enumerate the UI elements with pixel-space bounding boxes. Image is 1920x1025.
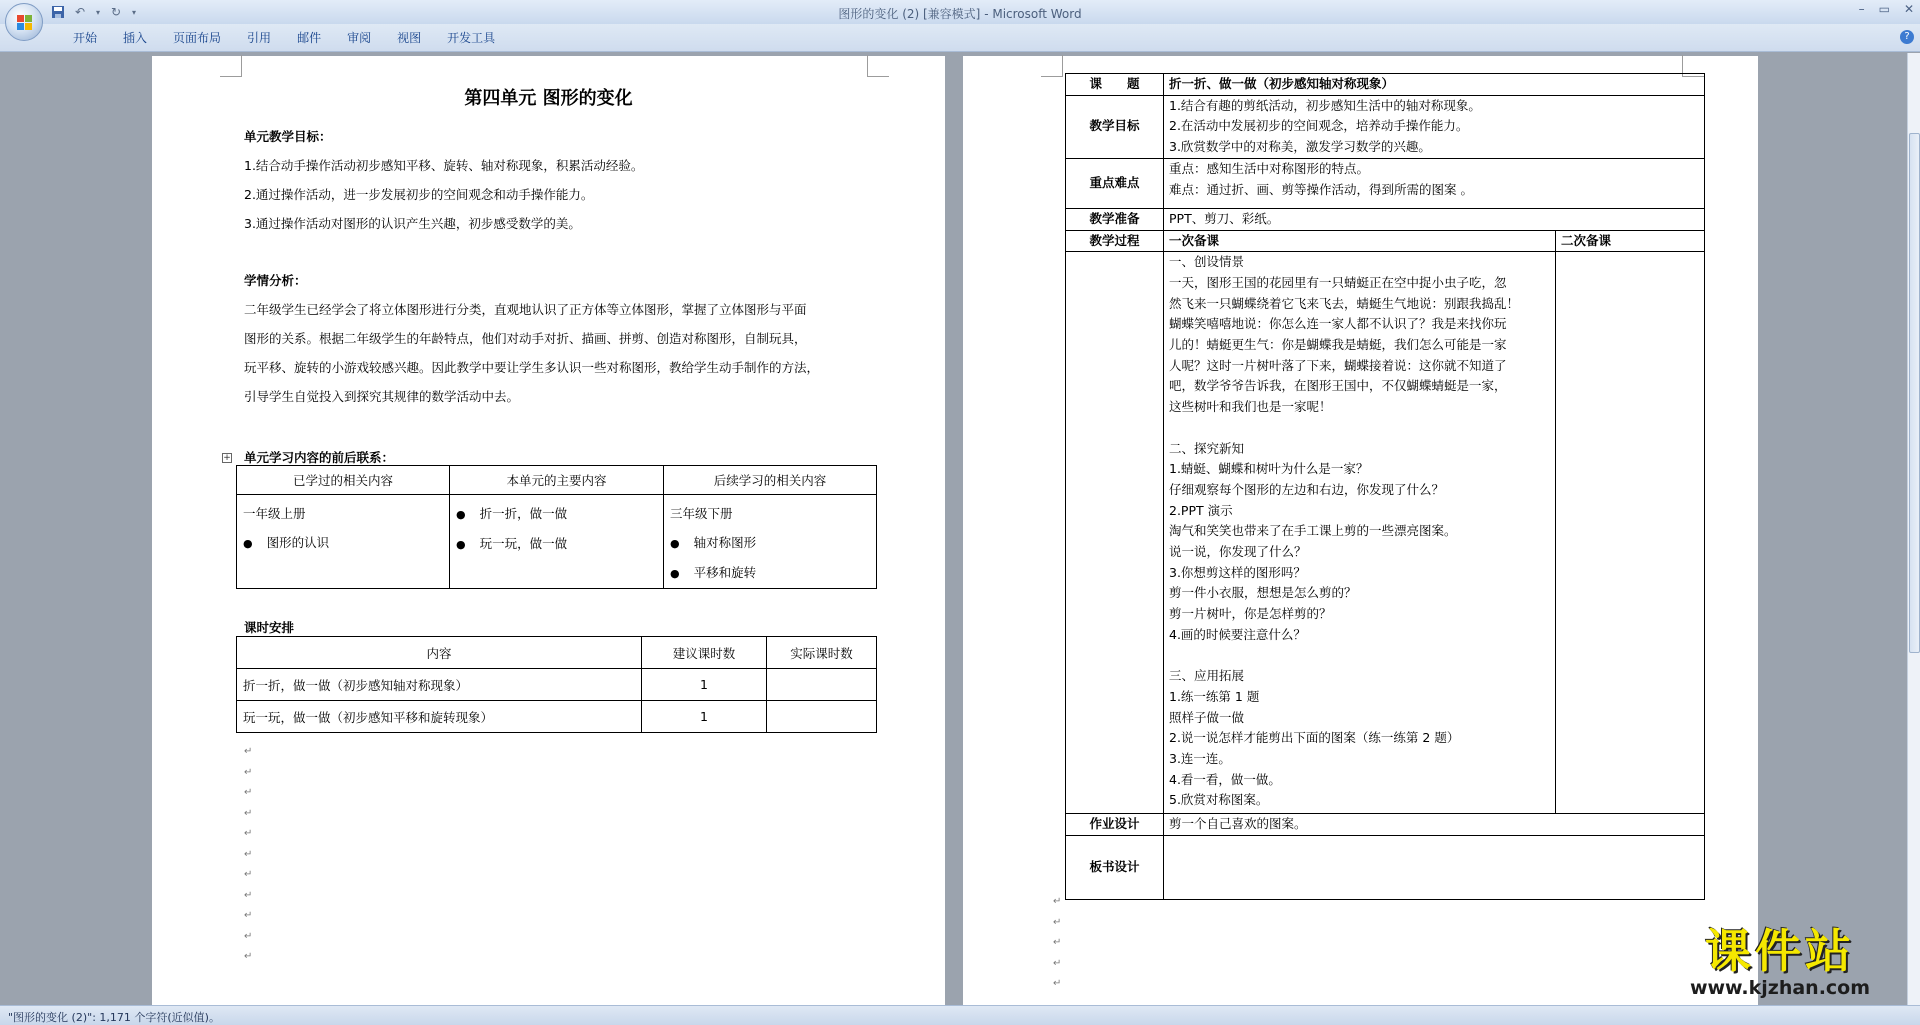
tab-home[interactable]: 开始 bbox=[73, 31, 98, 45]
schedule-table bbox=[236, 636, 877, 733]
office-logo-icon bbox=[17, 15, 33, 31]
table-cell: 1 bbox=[642, 701, 767, 733]
process-content bbox=[1164, 252, 1556, 814]
paragraph-mark: ↵ bbox=[1053, 916, 1062, 928]
table-cell bbox=[1164, 835, 1705, 899]
paragraph-mark: ↵ bbox=[244, 807, 253, 819]
table-cell bbox=[237, 495, 450, 589]
process-line: 吧，数学爷爷告诉我，在图形王国中，不仅蝴蝶蜻蜓是一家， bbox=[1169, 378, 1507, 394]
process-line: 剪一片树叶，你是怎样剪的？ bbox=[1169, 606, 1332, 622]
analysis-heading: 学情分析： bbox=[244, 273, 307, 288]
key-line: 重点：感知生活中对称图形的特点。 bbox=[1169, 160, 1370, 176]
table-cell bbox=[1164, 158, 1705, 208]
first-prep-header: 一次备课 bbox=[1164, 230, 1556, 252]
tab-mailings[interactable]: 邮件 bbox=[297, 31, 322, 45]
table-row bbox=[1066, 814, 1705, 836]
table-row bbox=[1066, 252, 1705, 814]
key-label: 重点难点 bbox=[1066, 158, 1164, 208]
table-header: 实际课时数 bbox=[767, 637, 877, 669]
chevron-down-icon[interactable]: ▾ bbox=[95, 7, 100, 17]
goal-line: 2.在活动中发展初步的空间观念，培养动手操作能力。 bbox=[1169, 118, 1469, 134]
key-line: 难点：通过折、画、剪等操作活动，得到所需的图案 。 bbox=[1169, 181, 1473, 197]
unit-title: 第四单元 图形的变化 bbox=[464, 88, 633, 109]
table-cell: 折一折，做一做（初步感知轴对称现象） bbox=[237, 669, 642, 701]
list-item: ● 轴对称图形 bbox=[670, 528, 870, 558]
list-item: ● 玩一玩，做一做 bbox=[456, 529, 657, 559]
analysis-line: 玩平移、旋转的小游戏较感兴趣。因此教学中要让学生多认识一些对称图形，教给学生动手制作的方法， bbox=[244, 360, 820, 375]
status-bar bbox=[0, 1005, 1920, 1025]
window-controls bbox=[1859, 2, 1914, 16]
paragraph-mark: ↵ bbox=[1053, 896, 1062, 907]
table-row bbox=[1066, 230, 1705, 252]
process-line: 4.看一看，做一做。 bbox=[1169, 771, 1281, 787]
window-title: 图形的变化 (2) [兼容模式] - Microsoft Word bbox=[838, 7, 1082, 21]
homework-value: 剪一个自己喜欢的图案。 bbox=[1164, 814, 1705, 836]
process-line: 这些树叶和我们也是一家呢！ bbox=[1169, 399, 1332, 415]
app-name: Microsoft Word bbox=[992, 7, 1082, 21]
process-line: 淘气和笑笑也带来了在手工课上剪的一些漂亮图案。 bbox=[1169, 523, 1457, 539]
document-title: 图形的变化 (2) [兼容模式] bbox=[838, 7, 981, 21]
goal-line: 3.欣赏数学中的对称美，激发学习数学的兴趣。 bbox=[1169, 139, 1431, 155]
page-1[interactable] bbox=[152, 56, 945, 1005]
scrollbar-thumb[interactable] bbox=[1909, 133, 1920, 653]
goal-line: 1.结合动手操作活动初步感知平移、旋转、轴对称现象，积累活动经验。 bbox=[244, 158, 644, 173]
prep-label: 教学准备 bbox=[1066, 208, 1164, 230]
table-cell bbox=[767, 701, 877, 733]
paragraph-mark: ↵ bbox=[244, 930, 253, 942]
word-count[interactable]: "图形的变化 (2)": 1,171 个字符(近似值)。 bbox=[8, 1011, 220, 1024]
table-row bbox=[237, 669, 877, 701]
paragraph-mark: ↵ bbox=[244, 828, 253, 839]
paragraph-mark: ↵ bbox=[244, 848, 253, 860]
table-row bbox=[1066, 158, 1705, 208]
process-line bbox=[1169, 418, 1550, 439]
redo-icon[interactable]: ↻ bbox=[110, 5, 122, 19]
second-prep-header: 二次备课 bbox=[1556, 230, 1705, 252]
list-item: ● 平移和旋转 bbox=[670, 558, 870, 588]
undo-icon[interactable]: ↶ bbox=[74, 5, 86, 19]
process-line: 4.画的时候要注意什么？ bbox=[1169, 626, 1306, 642]
table-cell bbox=[450, 495, 664, 589]
ribbon-tabs bbox=[60, 30, 508, 46]
paragraph-mark: ↵ bbox=[1053, 957, 1062, 969]
paragraph-mark: ↵ bbox=[244, 951, 253, 962]
lesson-plan-table bbox=[1065, 73, 1705, 900]
office-button[interactable] bbox=[5, 3, 43, 41]
topic-value: 折一折、做一做（初步感知轴对称现象） bbox=[1164, 74, 1705, 96]
tab-view[interactable]: 视图 bbox=[397, 31, 422, 45]
analysis-line: 二年级学生已经学会了将立体图形进行分类，直观地认识了正方体等立体图形，掌握了立体图形与平面 bbox=[244, 302, 807, 317]
paragraph-mark: ↵ bbox=[244, 869, 253, 880]
grade-label: 一年级上册 bbox=[243, 506, 306, 521]
close-icon[interactable]: ✕ bbox=[1903, 2, 1914, 16]
analysis-line: 图形的关系。根据二年级学生的年龄特点，他们对动手对折、描画、拼剪、创造对称图形，自制玩具， bbox=[244, 331, 807, 346]
relation-table bbox=[236, 465, 877, 589]
site-watermark bbox=[1660, 925, 1900, 1005]
list-item: ● 图形的认识 bbox=[243, 528, 443, 558]
table-cell bbox=[664, 495, 877, 589]
process-line: 1.练一练第 1 题 bbox=[1169, 688, 1260, 704]
list-item: ● 折一折，做一做 bbox=[456, 499, 657, 529]
tab-review[interactable]: 审阅 bbox=[347, 31, 372, 45]
grade-label: 三年级下册 bbox=[670, 506, 733, 521]
document-workspace[interactable] bbox=[0, 53, 1907, 1005]
ribbon-tab-bar bbox=[0, 24, 1920, 52]
goal-line: 3.通过操作活动对图形的认识产生兴趣，初步感受数学的美。 bbox=[244, 216, 581, 231]
schedule-heading: 课时安排 bbox=[244, 620, 295, 635]
table-header: 后续学习的相关内容 bbox=[664, 466, 877, 495]
table-cell: 1 bbox=[642, 669, 767, 701]
customize-toolbar-icon[interactable]: ▾ bbox=[131, 7, 136, 17]
process-line: 二、探究新知 bbox=[1169, 440, 1245, 456]
process-line: 3.你想剪这样的图形吗？ bbox=[1169, 564, 1306, 580]
analysis-line: 引导学生自觉投入到探究其规律的数学活动中去。 bbox=[244, 389, 520, 404]
table-cell bbox=[1164, 95, 1705, 158]
tab-developer[interactable]: 开发工具 bbox=[447, 31, 496, 45]
crop-mark bbox=[867, 55, 889, 77]
process-label: 教学过程 bbox=[1066, 230, 1164, 252]
table-row bbox=[237, 701, 877, 733]
crop-mark bbox=[1041, 55, 1063, 77]
paragraph-mark: ↵ bbox=[244, 889, 253, 901]
process-line: 然飞来一只蝴蝶绕着它飞来飞去，蜻蜓生气地说：别跟我捣乱！ bbox=[1169, 295, 1520, 311]
table-cell bbox=[1556, 252, 1705, 814]
maximize-icon[interactable]: ▭ bbox=[1878, 2, 1890, 16]
page-2[interactable] bbox=[963, 56, 1758, 1005]
process-line: 5.欣赏对称图案。 bbox=[1169, 792, 1269, 808]
table-header: 内容 bbox=[237, 637, 642, 669]
goal-line: 2.通过操作活动，进一步发展初步的空间观念和动手操作能力。 bbox=[244, 187, 594, 202]
process-line: 1.蜻蜓、蝴蝶和树叶为什么是一家？ bbox=[1169, 461, 1369, 477]
goal-label: 教学目标 bbox=[1066, 95, 1164, 158]
process-line: 三、应用拓展 bbox=[1169, 668, 1245, 684]
table-cell: 玩一玩，做一做（初步感知平移和旋转现象） bbox=[237, 701, 642, 733]
paragraph-mark: ↵ bbox=[244, 746, 253, 757]
table-header: 已学过的相关内容 bbox=[237, 466, 450, 495]
table-row bbox=[1066, 835, 1705, 899]
prep-value: PPT、剪刀、彩纸。 bbox=[1164, 208, 1705, 230]
board-label: 板书设计 bbox=[1066, 835, 1164, 899]
tab-insert[interactable]: 插入 bbox=[123, 31, 148, 45]
process-line: 人呢？这时一片树叶落了下来，蝴蝶接着说：这你就不知道了 bbox=[1169, 357, 1507, 373]
minimize-icon[interactable]: – bbox=[1858, 2, 1865, 16]
process-line: 一、创设情景 bbox=[1169, 254, 1245, 270]
process-line: 一天，图形王国的花园里有一只蜻蜓正在空中捉小虫子吃，忽 bbox=[1169, 274, 1507, 290]
table-row bbox=[1066, 95, 1705, 158]
paragraph-mark: ↵ bbox=[1053, 937, 1062, 948]
process-line: 儿的！蜻蜓更生气：你是蝴蝶我是蜻蜓，我们怎么可能是一家 bbox=[1169, 337, 1507, 353]
tab-references[interactable]: 引用 bbox=[247, 31, 272, 45]
homework-label: 作业设计 bbox=[1066, 814, 1164, 836]
table-cell bbox=[1066, 252, 1164, 814]
paragraph-mark: ↵ bbox=[244, 787, 253, 798]
tab-page-layout[interactable]: 页面布局 bbox=[173, 31, 222, 45]
watermark-url: www.kjzhan.com bbox=[1689, 977, 1871, 999]
title-bar bbox=[0, 0, 1920, 24]
process-line: 剪一件小衣服，想想是怎么剪的？ bbox=[1169, 585, 1357, 601]
vertical-scrollbar[interactable] bbox=[1907, 53, 1920, 1005]
goal-line: 1.结合有趣的剪纸活动，初步感知生活中的轴对称现象。 bbox=[1169, 97, 1481, 113]
table-row bbox=[1066, 74, 1705, 96]
paragraph-mark: ↵ bbox=[1053, 978, 1062, 989]
process-line: 蝴蝶笑嘻嘻地说：你怎么连一家人都不认识了？我是来找你玩 bbox=[1169, 316, 1507, 332]
table-cell bbox=[767, 669, 877, 701]
paragraph-mark: ↵ bbox=[244, 766, 253, 778]
relation-heading: 单元学习内容的前后联系： bbox=[244, 450, 395, 465]
process-line: 仔细观察每个图形的左边和右边，你发现了什么？ bbox=[1169, 481, 1445, 497]
watermark-logo: 课件站 bbox=[1705, 924, 1855, 978]
process-line: 说一说，你发现了什么？ bbox=[1169, 544, 1307, 560]
process-line bbox=[1169, 646, 1550, 667]
process-line: 3.连一连。 bbox=[1169, 751, 1231, 767]
table-header: 本单元的主要内容 bbox=[450, 466, 664, 495]
table-header: 建议课时数 bbox=[642, 637, 767, 669]
crop-mark bbox=[220, 55, 242, 77]
process-line: 2.PPT 演示 bbox=[1169, 502, 1233, 518]
paragraph-mark: ↵ bbox=[244, 910, 253, 921]
goal-heading: 单元教学目标： bbox=[244, 129, 332, 144]
topic-label: 课 题 bbox=[1066, 74, 1164, 96]
table-move-handle-icon[interactable]: + bbox=[223, 453, 231, 463]
process-line: 照样子做一做 bbox=[1169, 709, 1245, 725]
help-icon[interactable]: ? bbox=[1900, 30, 1914, 44]
process-line: 2.说一说怎样才能剪出下面的图案（练一练第 2 题） bbox=[1169, 730, 1460, 746]
table-row bbox=[1066, 208, 1705, 230]
